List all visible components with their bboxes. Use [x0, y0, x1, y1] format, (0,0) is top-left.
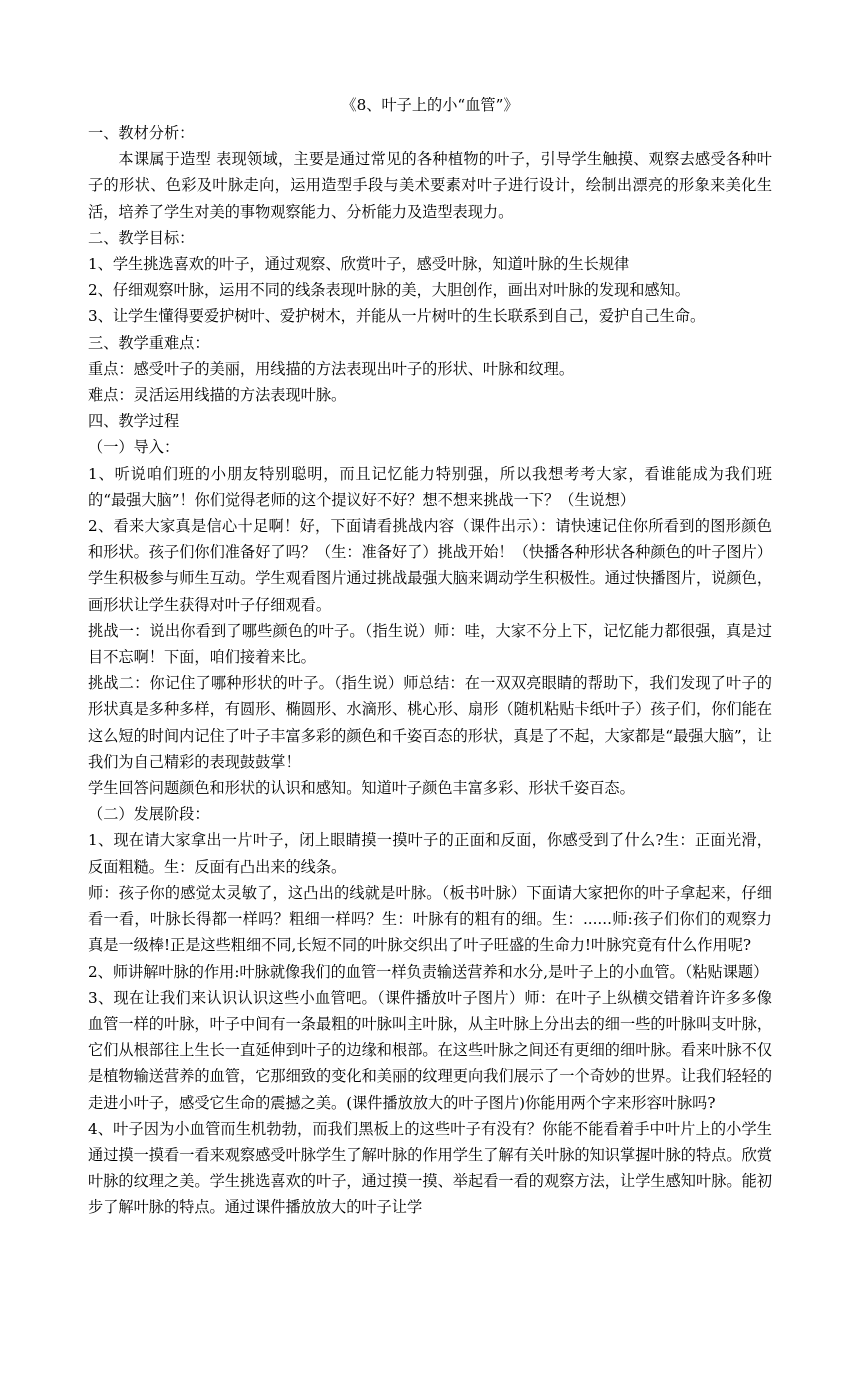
goal-item-2: 2、仔细观察叶脉，运用不同的线条表现叶脉的美，大胆创作，画出对叶脉的发现和感知。 [88, 281, 690, 300]
heading-key-difficulties: 三、教学重难点： [88, 333, 210, 352]
document-body [88, 120, 772, 1221]
subheading-development-stage: （二）发展阶段： [88, 805, 210, 824]
heading-teaching-goals: 二、教学目标： [88, 228, 195, 247]
document-title: 《8、叶子上的小“血管”》 [341, 96, 519, 114]
heading-textbook-analysis: 一、教材分析： [88, 124, 195, 142]
difficult-point: 难点：灵活运用线描的方法表现叶脉。 [88, 386, 347, 405]
intro-paragraph-2: 2、看来大家真是信心十足啊！好，下面请看挑战内容（课件出示）：请快速记住你所看到的图形颜色和形状。孩子们你们准备好了吗？（生：准备好了）挑战开始！（快播各种形状各种颜色的叶子图片）学生积极参与师生互动。学生观看图片通过挑战最强大脑来调动学生积极性。通过快播图片，说颜色，画形状让学生获得对叶子仔细观看。 [88, 517, 772, 614]
teacher-dialogue-paragraph: 师：孩子你的感觉太灵敏了，这凸出的线就是叶脉。（板书叶脉）下面请大家把你的叶子拿起来，仔细看一看，叶脉长得都一样吗？粗细一样吗？生：叶脉有的粗有的细。生：......师:孩子们你们的观察力真是一级棒!正是这些粗细不同,长短不同的叶脉交织出了叶子旺盛的生命力!叶脉究竟有什么作用呢? [88, 883, 772, 955]
development-paragraph-2: 2、师讲解叶脉的作用:叶脉就像我们的血管一样负责输送营养和水分,是叶子上的小血管。（粘贴课题） [88, 962, 769, 981]
development-paragraph-3: 3、现在让我们来认识认识这些小血管吧。（课件播放叶子图片）师：在叶子上纵横交错着许许多多像血管一样的叶脉，叶子中间有一条最粗的叶脉叫主叶脉，从主叶脉上分出去的细一些的叶脉叫支叶脉，它们从根部往上生长一直延伸到叶子的边缘和根部。在这些叶脉之间还有更细的细叶脉。看来叶脉不仅是植物输送营养的血管，它那细致的变化和美丽的纹理更向我们展示了一个奇妙的世界。让我们轻轻的走进小叶子，感受它生命的震撼之美。(课件播放放大的叶子图片)你能用两个字来形容叶脉吗? [88, 988, 772, 1112]
goal-item-3: 3、让学生懂得要爱护树叶、爱护树木，并能从一片树叶的生长联系到自己，爱护自己生命。 [88, 307, 706, 326]
paragraph-course-overview: 本课属于造型 表现领域，主要是通过常见的各种植物的叶子，引导学生触摸、观察去感受各种叶子的形状、色彩及叶脉走向，运用造型手段与美术要素对叶子进行设计，绘制出漂亮的形象来美化生活，培养了学生对美的事物观察能力、分析能力及造型表现力。 [88, 150, 772, 221]
heading-teaching-process: 四、教学过程 [88, 412, 180, 431]
document-page [88, 92, 772, 1221]
goal-item-1: 1、学生挑选喜欢的叶子，通过观察、欣赏叶子，感受叶脉，知道叶脉的生长规律 [88, 255, 630, 274]
student-response-paragraph: 学生回答问题颜色和形状的认识和感知。知道叶子颜色丰富多彩、形状千姿百态。 [88, 779, 635, 798]
challenge-two-paragraph: 挑战二：你记住了哪种形状的叶子。（指生说）师总结：在一双双亮眼睛的帮助下，我们发现了叶子的形状真是多种多样，有圆形、椭圆形、水滴形、桃心形、扇形（随机粘贴卡纸叶子）孩子们，你们能在这么短的时间内记住了叶子丰富多彩的颜色和千姿百态的形状，真是了不起，大家都是“最强大脑”，让我们为自己精彩的表现鼓鼓掌！ [88, 674, 772, 771]
challenge-one-paragraph: 挑战一：说出你看到了哪些颜色的叶子。（指生说）师：哇，大家不分上下，记忆能力都很强，真是过目不忘啊！下面，咱们接着来比。 [88, 621, 772, 667]
subheading-introduction: （一）导入： [88, 438, 180, 457]
development-paragraph-1: 1、现在请大家拿出一片叶子，闭上眼睛摸一摸叶子的正面和反面，你感受到了什么?生：正面光滑，反面粗糙。生：反面有凸出来的线条。 [88, 831, 772, 876]
intro-paragraph-1: 1、听说咱们班的小朋友特别聪明，而且记忆能力特别强，所以我想考考大家，看谁能成为我们班的“最强大脑”！你们觉得老师的这个提议好不好？想不想来挑战一下？（生说想） [88, 464, 772, 509]
development-paragraph-4: 4、叶子因为小血管而生机勃勃，而我们黑板上的这些叶子有没有？你能不能看着手中叶片上的小学生通过摸一摸看一看来观察感受叶脉学生了解叶脉的作用学生了解有关叶脉的知识掌握叶脉的特点。欣赏叶脉的纹理之美。学生挑选喜欢的叶子，通过摸一摸、举起看一看的观察方法，让学生感知叶脉。能初步了解叶脉的特点。通过课件播放放大的叶子让学 [88, 1119, 772, 1217]
key-point: 重点：感受叶子的美丽，用线描的方法表现出叶子的形状、叶脉和纹理。 [88, 359, 574, 378]
